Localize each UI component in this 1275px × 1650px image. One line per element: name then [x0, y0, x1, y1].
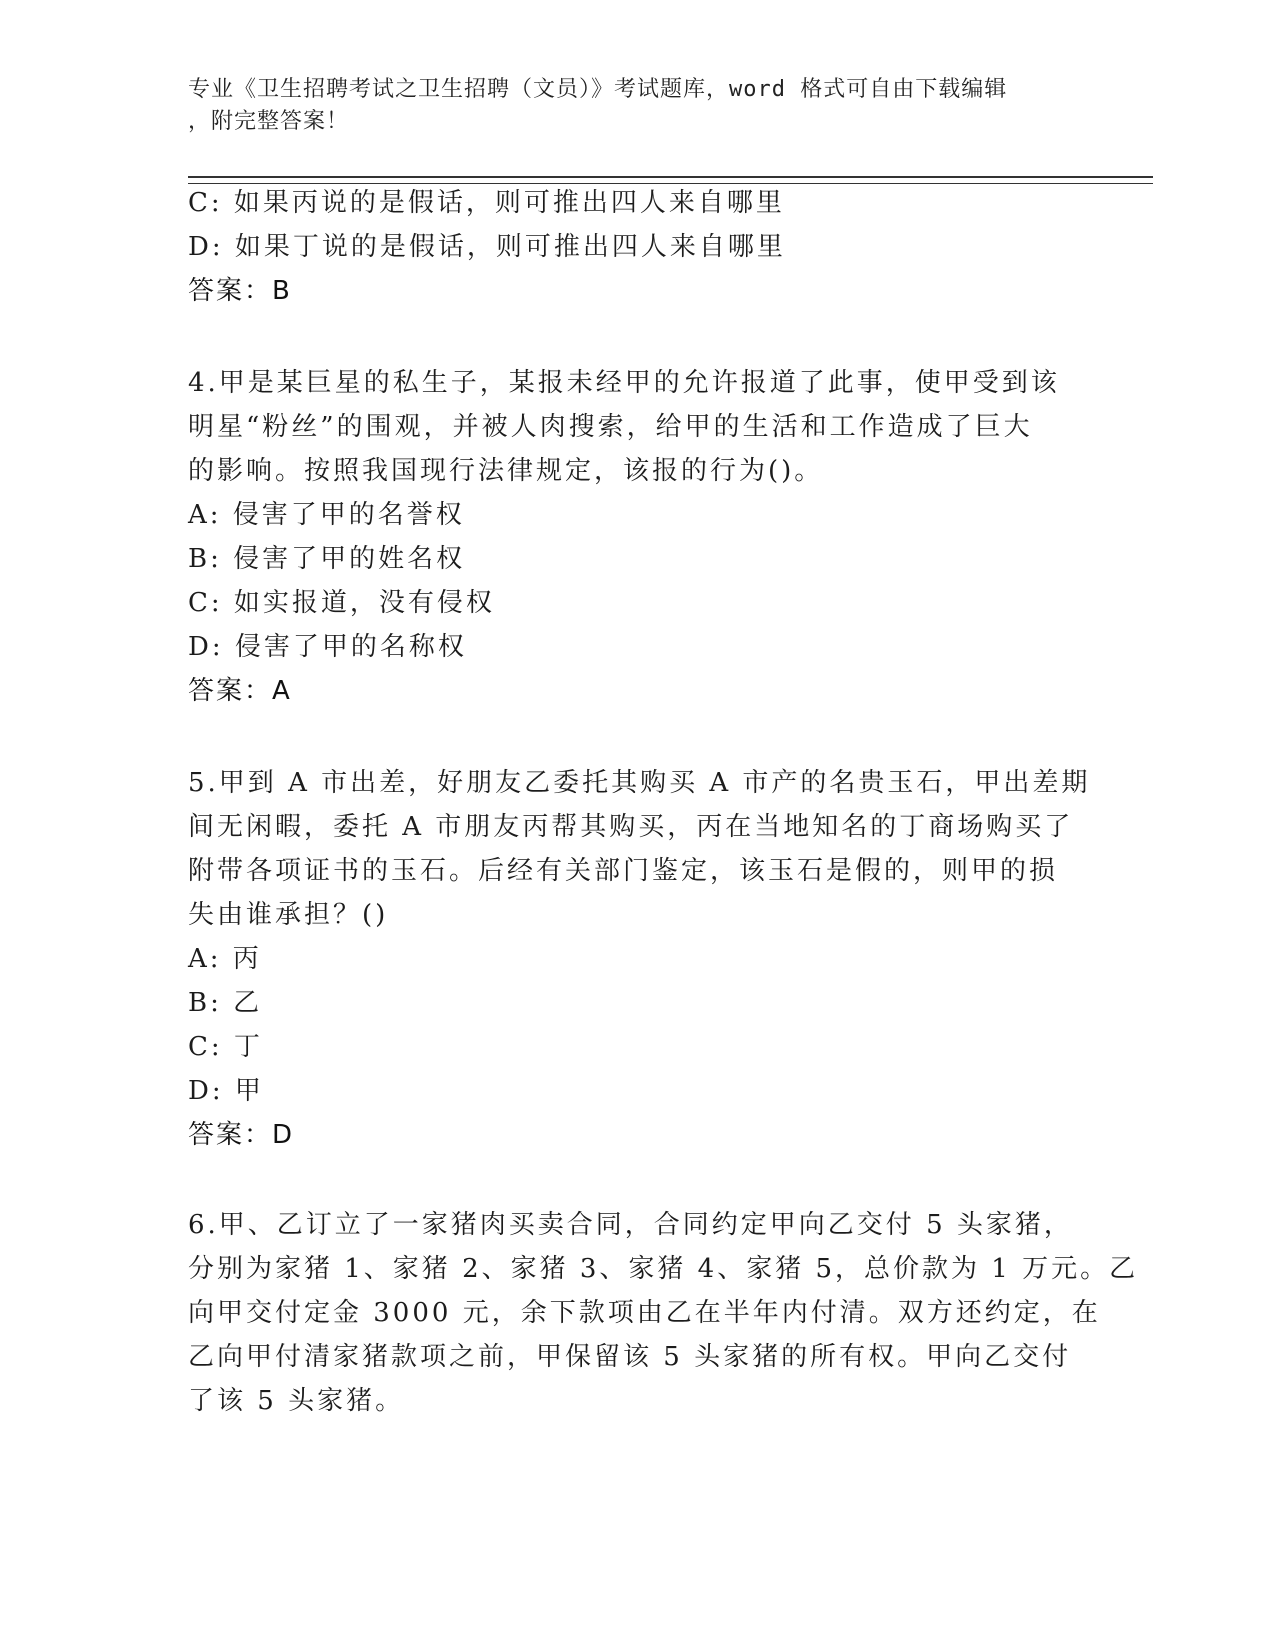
q6-stem-line-3: 向甲交付定金 3000 元，余下款项由乙在半年内付清。双方还约定，在 — [188, 1298, 1101, 1328]
q5-answer: 答案：D — [188, 1120, 295, 1150]
q4-option-c: C: 如实报道，没有侵权 — [188, 588, 495, 618]
q4-stem-line-1: 4.甲是某巨星的私生子，某报未经甲的允许报道了此事，使甲受到该 — [188, 368, 1060, 398]
q6-stem-line-5: 了该 5 头家猪。 — [188, 1386, 405, 1416]
header-line-2: ，附完整答案！ — [188, 109, 350, 134]
q5-option-d: D: 甲 — [188, 1076, 264, 1106]
q4-answer: 答案：A — [188, 676, 292, 706]
document-header — [188, 74, 1068, 138]
q5-stem-line-1: 5.甲到 A 市出差，好朋友乙委托其购买 A 市产的名贵玉石，甲出差期 — [188, 768, 1091, 798]
q6-stem-line-1: 6.甲、乙订立了一家猪肉买卖合同，合同约定甲向乙交付 5 头家猪， — [188, 1210, 1073, 1240]
q5-option-c: C: 丁 — [188, 1032, 263, 1062]
q4-option-d: D: 侵害了甲的名称权 — [188, 632, 467, 662]
q5-option-a: A: 丙 — [188, 944, 262, 974]
q5-option-b: B: 乙 — [188, 988, 263, 1018]
q3-option-d: D: 如果丁说的是假话，则可推出四人来自哪里 — [188, 232, 786, 262]
q4-stem-line-3: 的影响。按照我国现行法律规定，该报的行为()。 — [188, 456, 824, 486]
header-divider-thick — [188, 176, 1153, 178]
header-line-1: 专业《卫生招聘考试之卫生招聘（文员）》考试题库，word 格式可自由下载编辑 — [188, 77, 1008, 102]
q6-stem-line-4: 乙向甲付清家猪款项之前，甲保留该 5 头家猪的所有权。甲向乙交付 — [188, 1342, 1072, 1372]
q3-answer: 答案：B — [188, 276, 292, 306]
q5-stem-line-3: 附带各项证书的玉石。后经有关部门鉴定，该玉石是假的，则甲的损 — [188, 856, 1059, 886]
q3-option-c: C: 如果丙说的是假话，则可推出四人来自哪里 — [188, 188, 785, 218]
q4-option-b: B: 侵害了甲的姓名权 — [188, 544, 466, 574]
q5-stem-line-4: 失由谁承担？() — [188, 900, 389, 930]
q5-stem-line-2: 间无闲暇，委托 A 市朋友丙帮其购买，丙在当地知名的丁商场购买了 — [188, 812, 1074, 842]
q6-stem-line-2: 分别为家猪 1、家猪 2、家猪 3、家猪 4、家猪 5，总价款为 1 万元。乙 — [188, 1254, 1139, 1284]
q4-option-a: A: 侵害了甲的名誉权 — [188, 500, 465, 530]
q4-stem-line-2: 明星“粉丝”的围观，并被人肉搜索，给甲的生活和工作造成了巨大 — [188, 412, 1033, 442]
